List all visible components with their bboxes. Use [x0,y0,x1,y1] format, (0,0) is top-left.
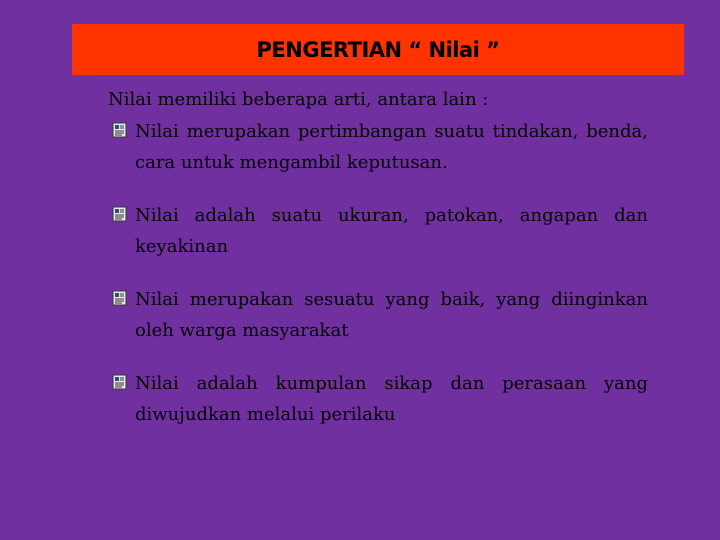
title-bar [72,24,684,75]
slide-title: PENGERTIAN “ Nilai ” [256,37,500,62]
document-icon [112,206,128,222]
bullet-item [108,284,648,346]
bullet-item [108,116,648,178]
bullet-item [108,200,648,262]
bullet-text: Nilai merupakan pertimbangan suatu tindakan, benda, cara untuk mengambil keputusan. [135,121,648,173]
slide-content [108,86,648,452]
document-icon [112,290,128,306]
bullet-text: Nilai merupakan sesuatu yang baik, yang diinginkan oleh warga masyarakat [135,289,648,341]
document-icon [112,122,128,138]
intro-text: Nilai memiliki beberapa arti, antara lain : [108,89,489,110]
bullet-text: Nilai adalah kumpulan sikap dan perasaan yang diwujudkan melalui perilaku [135,373,648,425]
bullet-text: Nilai adalah suatu ukuran, patokan, angapan dan keyakinan [135,205,648,257]
bullet-item [108,368,648,430]
document-icon [112,374,128,390]
